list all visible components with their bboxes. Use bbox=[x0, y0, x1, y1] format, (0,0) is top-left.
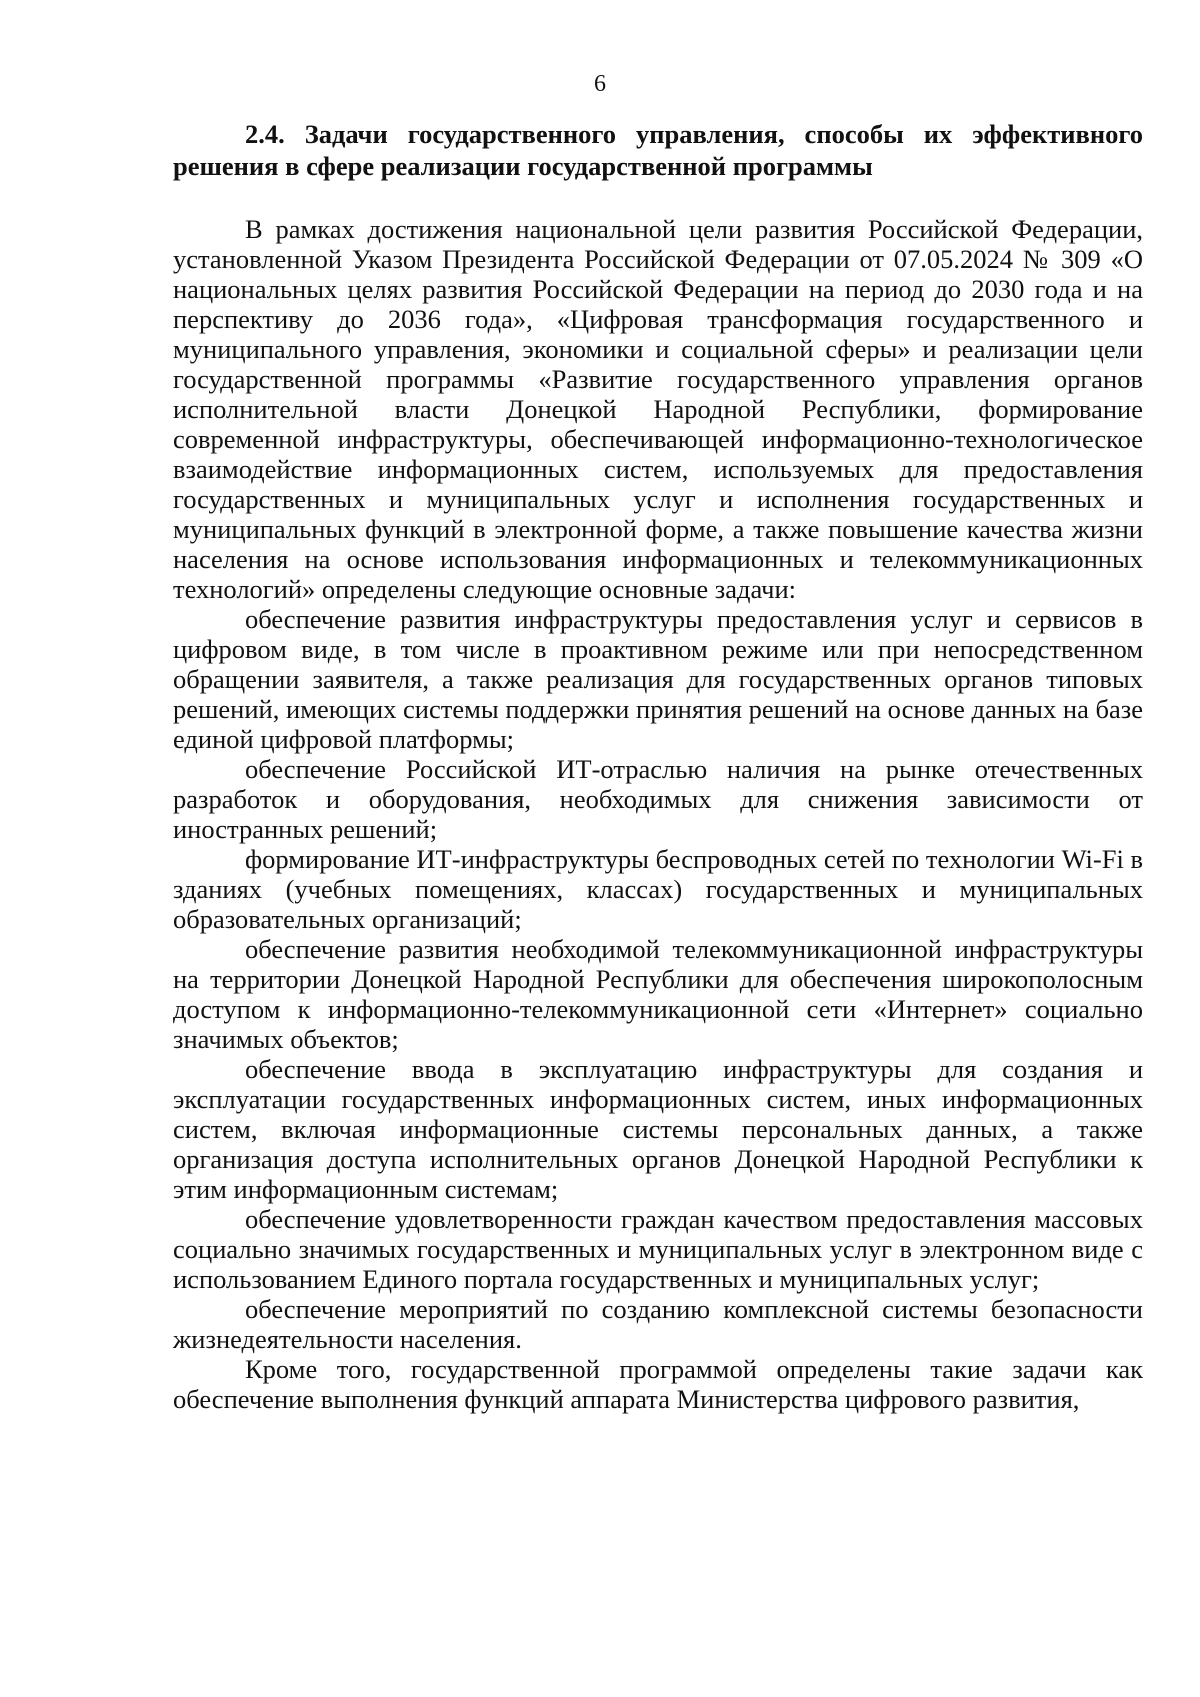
paragraph-intro: В рамках достижения национальной цели развития Российской Федерации, установленной Указом Президента Российской Федерации от 07.05.2024 № 309 «О национальных целях развития Российской Федерации на период до 2030 года и на перспективу до 2036 года», «Цифровая трансформация государственного и муниципального управления, экономики и социальной сферы» и реализации цели государственной программы «Развитие государственного управления органов исполнительной власти Донецкой Народной Республики, формирование современной инфраструктуры, обеспечивающей информационно-технологическое взаимодействие информационных систем, используемых для предоставления государственных и муниципальных услуг и исполнения государственных и муниципальных функций в электронной форме, а также повышение качества жизни населения на основе использования информационных и телекоммуникационных технологий» определены следующие основные задачи: bbox=[173, 214, 1143, 604]
paragraph-task-digital-services: обеспечение развития инфраструктуры предоставления услуг и сервисов в цифровом виде, в том числе в проактивном режиме или при непосредственном обращении заявителя, а также реализация для государственных органов типовых решений, имеющих системы поддержки принятия решений на основе данных на базе единой цифровой платформы; bbox=[173, 604, 1143, 754]
paragraph-task-domestic-it: обеспечение Российской ИТ-отраслью наличия на рынке отечественных разработок и оборудования, необходимых для снижения зависимости от иностранных решений; bbox=[173, 754, 1143, 844]
paragraph-additional-tasks: Кроме того, государственной программой определены такие задачи как обеспечение выполнения функций аппарата Министерства цифрового развития, bbox=[173, 1354, 1143, 1414]
paragraph-task-infosystems: обеспечение ввода в эксплуатацию инфраструктуры для создания и эксплуатации государственных информационных систем, иных информационных систем, включая информационные системы персональных данных, а также организация доступа исполнительных органов Донецкой Народной Республики к этим информационным системам; bbox=[173, 1054, 1143, 1204]
document-body bbox=[173, 118, 1143, 1414]
paragraph-task-public-services: обеспечение удовлетворенности граждан качеством предоставления массовых социально значимых государственных и муниципальных услуг в электронном виде с использованием Единого портала государственных и муниципальных услуг; bbox=[173, 1204, 1143, 1294]
paragraph-task-wifi: формирование ИТ-инфраструктуры беспроводных сетей по технологии Wi-Fi в зданиях (учебных помещениях, классах) государственных и муниципальных образовательных организаций; bbox=[173, 844, 1143, 934]
paragraph-task-safety: обеспечение мероприятий по созданию комплексной системы безопасности жизнедеятельности населения. bbox=[173, 1294, 1143, 1354]
section-heading: 2.4. Задачи государственного управления, способы их эффективного решения в сфере реализации государственной программы bbox=[173, 119, 1143, 181]
paragraph-task-telecom: обеспечение развития необходимой телекоммуникационной инфраструктуры на территории Донецкой Народной Республики для обеспечения широкополосным доступом к информационно-телекоммуникационной сети «Интернет» социально значимых объектов; bbox=[173, 934, 1143, 1054]
page-number: 6 bbox=[594, 71, 606, 97]
